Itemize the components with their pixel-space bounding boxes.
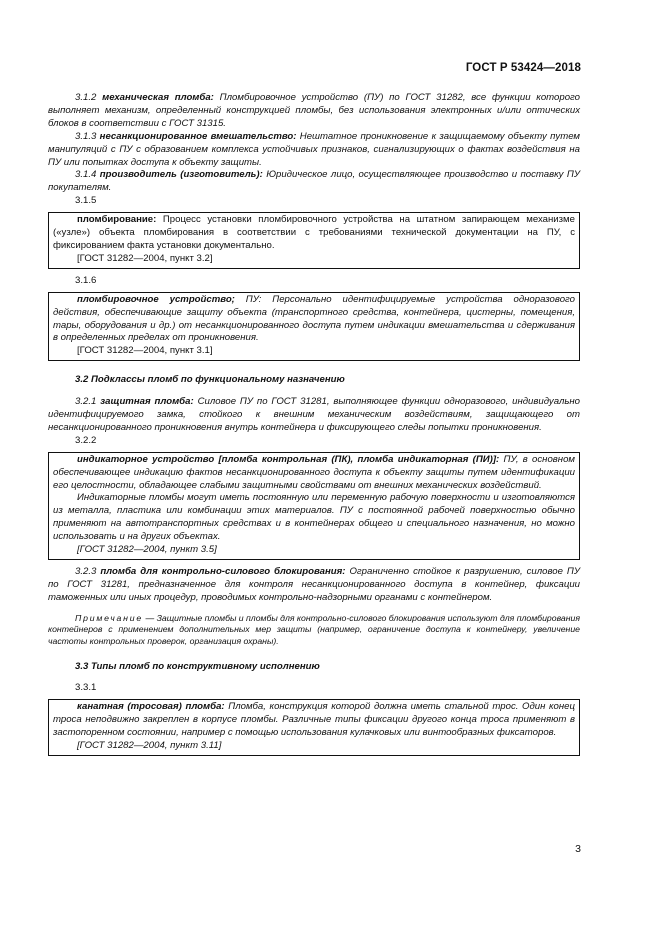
definition-term: канатная (тросовая) пломба: — [77, 701, 225, 713]
entry-number: 3.1.3 — [75, 130, 97, 142]
section-heading-3-2: 3.2 Подклассы пломб по функциональному назначению — [75, 374, 345, 386]
definition-term: пломбировочное устройство; — [77, 293, 235, 305]
definition-box-3-1-6 — [48, 292, 580, 362]
definition-text: Пломбировочное устройство (ПУ) по ГОСТ 31282, все функции которого выполняет механизм, определенный конструкцией пломбы, без использования электронных и/или оптических блоков в соответствии с ГОСТ 31315. — [48, 92, 581, 129]
definition-term: индикаторное устройство [пломба контрольная (ПК), пломба индикаторная (ПИ)]: — [77, 453, 500, 465]
definition-3-1-4 — [48, 169, 580, 195]
definition-3-3-1 — [53, 701, 575, 740]
standard-header: ГОСТ Р 53424—2018 — [465, 62, 581, 74]
source-reference: [ГОСТ 31282—2004, пункт 3.5] — [77, 544, 217, 556]
definition-text: ПУ, в основном обеспечивающее индикацию фактов несанкционированного доступа к объекту защиты путем идентификации его целостности, обладающее слабыми защитными свойствами от внешних механических воздействий. — [53, 453, 575, 491]
definition-box-3-1-5 — [48, 212, 580, 269]
definition-term: пломбирование: — [77, 214, 157, 226]
note — [48, 613, 580, 648]
definition-term: пломба для контрольно-силового блокирования: — [100, 566, 346, 577]
definition-paragraph: Индикаторные пломбы могут иметь постоянную или переменную рабочую поверхности и изготовляются из металла, пластика или комбинации этих материалов. ПУ с постоянной рабочей поверхностью обычно применяют на автотранспортных средствах и в контейнерах общего и специального назначения, но можно использовать и на других объектах. — [53, 492, 575, 543]
source-reference: [ГОСТ 31282—2004, пункт 3.11] — [77, 740, 222, 752]
entry-number: 3.1.2 — [75, 92, 97, 103]
definition-term: механическая пломба: — [102, 92, 214, 103]
note-label: Примечание — [75, 612, 144, 623]
definition-3-1-2 — [48, 92, 580, 131]
definition-3-1-6 — [53, 294, 575, 346]
entry-number-3-3-1: 3.3.1 — [75, 682, 97, 694]
definition-text: ПУ: Персонально идентифицируемые устройства одноразового действия, обеспечивающие защиту объекта (транспортного средства, контейнера, цистерны, помещения, тары, оборудования и др.) от несанкционированного доступа путем индикации вмешательства и сдерживания в определенных пределах от проникновения. — [53, 293, 575, 344]
definition-text: Юридическое лицо, осуществляющее производство и поставку ПУ покупателям. — [48, 169, 580, 194]
entry-number: 3.2.3 — [75, 566, 97, 577]
section-heading-3-3: 3.3 Типы пломб по конструктивному исполнению — [75, 660, 320, 672]
entry-number: 3.1.4 — [75, 169, 97, 181]
definition-term: производитель (изготовитель): — [99, 169, 263, 181]
note-text: Защитные пломбы и пломбы для контрольно-силового блокирования используют для пломбирования контейнеров с применением дополнительных мер защиты (например, ограничение доступа к контейнеру, увеличение частоты контрольных проверок, организация охраны). — [48, 612, 580, 646]
page-number: 3 — [575, 843, 581, 855]
definition-3-1-5 — [53, 214, 575, 253]
definition-3-1-3 — [48, 131, 580, 170]
note-dash: — — [145, 612, 155, 623]
definition-text: Процесс установки пломбировочного устройства на штатном запирающем механизме («узле») объекта пломбирования в соответствии с требованиями технической документации на ПУ, с фиксированием факта установки документально. — [53, 214, 575, 251]
definition-term: защитная пломба: — [100, 396, 194, 408]
definition-box-3-3-1 — [48, 699, 580, 756]
entry-number: 3.2.1 — [75, 396, 97, 408]
definition-3-2-2 — [53, 454, 575, 493]
definition-term: несанкционированное вмешательство: — [99, 130, 297, 142]
source-reference: [ГОСТ 31282—2004, пункт 3.1] — [77, 345, 213, 357]
definition-text: Силовое ПУ по ГОСТ 31281, выполняющее функции одноразового, индивидуально идентифицируемого замка, стойкого к внешним механическим воздействиям, защищающего от несанкционированного проникновения внутрь контейнера и фиксирующего следы попытки проникновения. — [48, 396, 581, 433]
definition-text: Нештатное проникновение к защищаемому объекту путем манипуляций с ПУ с образованием комплекса устойчивых признаков, сигнализирующих о фактах воздействия на ПУ или попытках доступа к объекту защиты. — [48, 130, 580, 168]
entry-number-3-1-6: 3.1.6 — [75, 274, 97, 286]
definition-3-2-3 — [48, 566, 580, 605]
definition-box-3-2-2 — [48, 452, 580, 560]
definition-text: Ограниченно стойкое к разрушению, силовое ПУ по ГОСТ 31281, предназначенное для контроля несанкционированного доступа в контейнер, фиксации таможенных или иных процедур, проводимых контрольно-надзорными органами с контейнером. — [48, 566, 580, 603]
entry-number-3-2-2: 3.2.2 — [75, 434, 97, 446]
definition-3-2-1 — [48, 396, 580, 435]
entry-number-3-1-5: 3.1.5 — [75, 195, 97, 207]
source-reference: [ГОСТ 31282—2004, пункт 3.2] — [77, 252, 213, 264]
page-content — [48, 92, 580, 762]
definition-text: Пломба, конструкция которой должна иметь стальной трос. Один конец троса неподвижно закреплен в корпусе пломбы. Различные типы фиксации другого конца троса применяют в застопоренном состоянии, например с помощью использования кулачковых или винтообразных фиксаторов. — [53, 701, 575, 739]
